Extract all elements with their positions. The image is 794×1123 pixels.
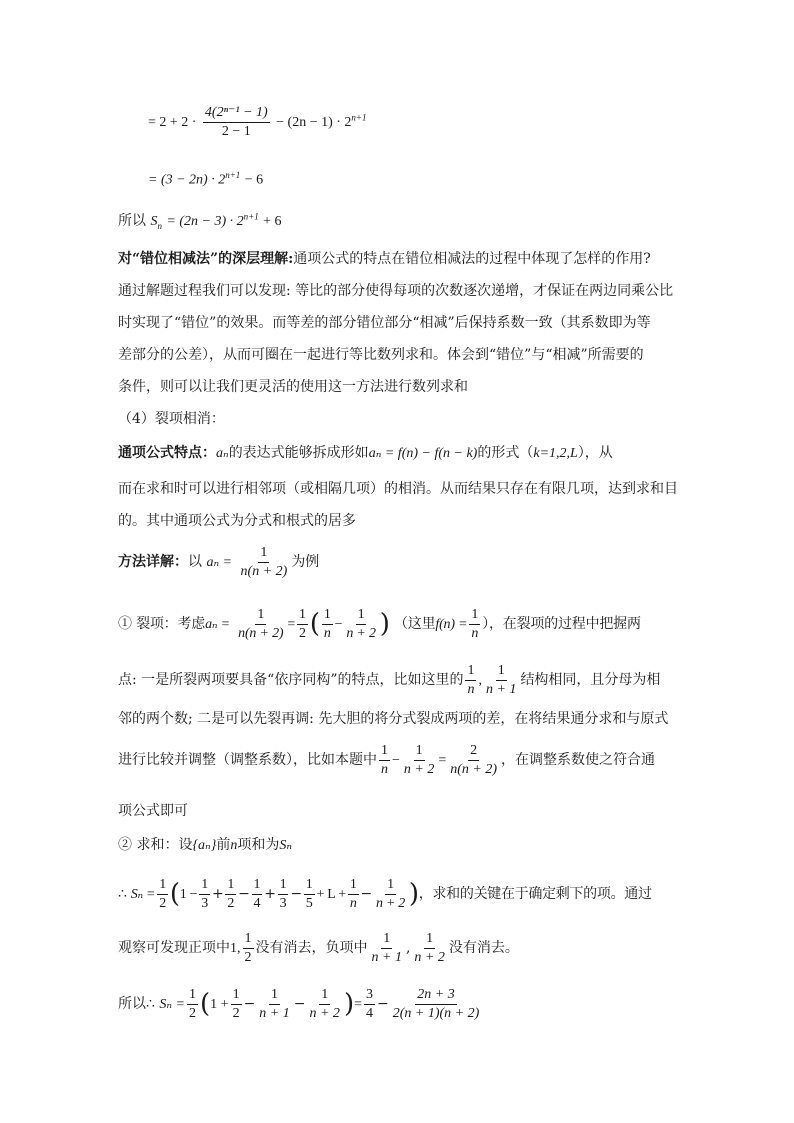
- s2-f9n: 1: [381, 930, 392, 949]
- s2-half-d: 2: [159, 895, 166, 911]
- para1-line-5: 条件，则可以让我们更灵活的使用这一方法进行数列求和: [118, 379, 468, 395]
- para1-heading: 对“错位相减法”的深层理解:: [118, 251, 294, 267]
- method-text-2: 为例: [291, 554, 320, 570]
- s2-f7: [374, 876, 407, 912]
- step1-text-1: 裂项：考虑: [136, 616, 206, 632]
- feature-formula: aₙ = f(n) − f(n − k): [368, 446, 478, 461]
- final-ed: 2(n + 1)(n + 2): [392, 1005, 480, 1021]
- eq3-prefix: 所以: [118, 213, 146, 229]
- final-fb: [257, 986, 291, 1022]
- step1-minus: −: [334, 617, 343, 632]
- step1-line-1: ① 裂项：考虑aₙ = $\frac{1}{n(n + 2)}$ = $\frac{1}{2}$ ( $\frac{1}{n}$ − $\frac{1}{n + 2}$ ) （这里f(n) = $\frac{1}{n}$ ），在裂项的过程中把握两: [118, 607, 641, 641]
- s2-f9d: n + 1: [371, 949, 402, 965]
- feature-an: aₙ: [216, 446, 229, 461]
- s2-f10n: 1: [424, 930, 435, 949]
- step2-marker: ②: [118, 837, 132, 853]
- s1-n10: 2: [468, 742, 479, 761]
- s2-f7n: 1: [385, 876, 396, 895]
- final-an: 1: [231, 986, 242, 1005]
- s2-start: 1 −: [179, 887, 198, 902]
- s2-f1n: 1: [199, 876, 210, 895]
- s2-f10: [412, 930, 446, 966]
- step2-text-4: ，求和的关键在于确定剩下的项。通过: [418, 886, 652, 902]
- s2-f4n: 1: [278, 876, 289, 895]
- equation-line-3: [118, 210, 676, 231]
- s2-f5d: 5: [305, 895, 313, 911]
- step2-text-l3c: 没有消去。: [448, 940, 519, 956]
- s2-f3: [252, 876, 263, 912]
- step2-text-2: 前: [216, 837, 231, 853]
- eq1-fraction: [203, 104, 270, 140]
- final-hd: 2: [189, 1005, 196, 1021]
- step1-frac-8: [379, 742, 390, 778]
- step2-text-3: 项和为: [237, 837, 280, 853]
- final-fa: [231, 986, 242, 1022]
- step1-lhs: aₙ =: [205, 617, 230, 632]
- s1-n4: 1: [356, 606, 367, 625]
- final-dd: 4: [366, 1005, 373, 1021]
- eq3-rest: = (2n − 3) · 2: [166, 214, 244, 229]
- step1-text-l2b: 结构相同，且分母为相: [520, 672, 661, 688]
- s1-n6: 1: [465, 662, 476, 681]
- feature-line-1: [118, 442, 676, 462]
- s2-pos: 1,: [230, 941, 241, 956]
- s2-f6: [348, 876, 359, 912]
- step1-text-3: ），在裂项的过程中把握两: [482, 616, 641, 632]
- step1-text-l4b: ，在调整系数使之符合通: [501, 752, 656, 768]
- method-text-1: 以: [188, 554, 202, 570]
- step2-line-3: 观察可发现正项中1, $\frac{1}{2}$ 没有消去，负项中 $\frac{1}{n + 1}$ , $\frac{1}{n + 2}$ 没有消去。: [118, 931, 519, 965]
- s1-d2: 2: [299, 625, 306, 641]
- s2-half: [157, 876, 168, 912]
- final-fe: [391, 986, 482, 1022]
- s1-d10: n(n + 2): [450, 761, 498, 777]
- s1-d1: n(n + 2): [238, 625, 284, 641]
- final-bn: 1: [269, 986, 280, 1005]
- step1-frac-10: [448, 742, 499, 778]
- feature-k: k=1,2,L: [533, 446, 578, 461]
- step2-therefore: ∴: [118, 887, 127, 902]
- final-one: 1 +: [210, 997, 229, 1012]
- method-heading: 方法详解：: [118, 554, 188, 570]
- s2-f6n: 1: [348, 876, 359, 895]
- step1-frac-7: [484, 662, 518, 698]
- s2-f7d: n + 2: [375, 895, 405, 911]
- method-num: 1: [258, 544, 269, 563]
- s2-f9: [370, 930, 404, 966]
- eq2-part-a: = (3 − 2n) · 2: [148, 172, 226, 188]
- final-fd: [364, 986, 375, 1022]
- s2-f10d: n + 2: [414, 949, 445, 965]
- step1-frac-9: [402, 742, 436, 778]
- feature-heading: 通项公式特点：: [118, 445, 216, 461]
- s1-n2: 1: [297, 606, 308, 625]
- step2-text-1: 求和：设: [136, 837, 193, 853]
- eq1-denominator: 2 − 1: [221, 123, 251, 139]
- final-bd: n + 1: [259, 1005, 290, 1021]
- s2-f8: [243, 930, 254, 966]
- feature-text-2: 的形式（: [477, 445, 534, 461]
- s2-f2n: 1: [225, 876, 236, 895]
- final-half: [187, 986, 198, 1022]
- s1-d5: n: [471, 625, 479, 641]
- step1-line-2: [118, 662, 676, 698]
- step2-n: n: [230, 838, 238, 853]
- para1-text-1: 通项公式的特点在错位相减法的过程中体现了怎样的作用?: [293, 251, 651, 267]
- eq1-numerator: 4(2ⁿ⁻¹ − 1): [203, 104, 270, 123]
- step1-line-3: 邻的两个数; 二是可以先裂再调: 先大胆的将分式裂成两项的差，在将结果通分求和与原式: [118, 711, 669, 727]
- method-line: [118, 544, 676, 580]
- step1-frac-6: [465, 662, 476, 698]
- step1-text-l4a: 进行比较并调整（调整系数），比如本题中: [118, 752, 377, 768]
- final-lhs: Sₙ =: [159, 997, 185, 1012]
- final-dn: 3: [364, 986, 375, 1005]
- final-prefix: 所以: [118, 996, 146, 1012]
- step1-text-l2a: 点: 一是所裂两项要具备“依序同构”的特点，比如这里的: [118, 672, 464, 688]
- step2-line-2: ∴ Sₙ = $\frac{1}{2}$ (1 − $\frac{1}{3}$ + $\frac{1}{2}$ − $\frac{1}{4}$ + $\frac{1}{3}$ − $\frac{1}{5}$ + L + $\frac{1}{n}$ − $\frac{1}{n + 2}$ )，求和的关键在于确定剩下的项。通过: [118, 877, 652, 911]
- s1-d7: n + 1: [485, 681, 517, 697]
- step1-frac-5: [469, 606, 480, 642]
- step1-marker: ①: [118, 616, 132, 632]
- step1-frac-2: [297, 606, 308, 642]
- s1-n1: 1: [255, 606, 266, 625]
- para1-line-1: [118, 248, 676, 268]
- eq3-exponent: n+1: [243, 211, 259, 222]
- s2-f5: [304, 876, 315, 912]
- s2-half-n: 1: [157, 876, 168, 895]
- eq3-symbol: S: [150, 214, 158, 229]
- eq1-part-a: = 2 + 2 ·: [148, 115, 197, 130]
- s1-d3: n: [323, 625, 331, 641]
- eq2-part-b: − 6: [244, 172, 264, 188]
- s2-dots: + L +: [316, 887, 346, 902]
- step1-frac-4: [344, 606, 377, 642]
- step2-text-l3a: 观察可发现正项中: [118, 940, 230, 956]
- step1-line-5: 项公式即可: [118, 803, 188, 819]
- s1-n5: 1: [469, 606, 480, 625]
- step2-s: Sₙ: [279, 838, 293, 853]
- s2-f2d: 2: [227, 895, 235, 911]
- para1-line-4: 差部分的公差），从而可圈在一起进行等比数列求和。体会到“错位”与“相减”所需要的: [118, 347, 644, 363]
- method-fraction: [239, 544, 290, 580]
- final-fc: [307, 986, 341, 1022]
- equation-line-2: [148, 170, 676, 189]
- s2-f6d: n: [349, 895, 357, 911]
- step1-line-4: 进行比较并调整（调整系数），比如本题中 $\frac{1}{n}$ − $\frac{1}{n + 2}$ = $\frac{2}{n(n + 2)}$ ，在调整系数使之符合通: [118, 743, 656, 777]
- s2-f4: [278, 876, 289, 912]
- eq2-exponent: n+1: [225, 170, 241, 180]
- step2-text-l3b: 没有消去，负项中: [255, 940, 368, 956]
- s2-f1d: 3: [201, 895, 208, 911]
- step1-text-2: （这里: [394, 616, 436, 632]
- step1-eq: =: [287, 617, 296, 632]
- s2-f3n: 1: [252, 876, 263, 895]
- s2-f4d: 3: [279, 895, 287, 911]
- final-eq: =: [354, 997, 362, 1012]
- s1-n3: 1: [322, 606, 333, 625]
- para1-line-3: 时实现了“错位”的效果。而等差的部分错位部分“相减”后保持系数一致（其系数即为等: [118, 315, 651, 331]
- s1-n7: 1: [496, 662, 507, 681]
- step1-comma: ,: [478, 673, 482, 688]
- final-therefore: ∴: [146, 997, 155, 1012]
- feature-text-1: 的表达式能够拆成形如: [228, 445, 369, 461]
- s1-n9: 1: [414, 742, 425, 761]
- eq3-tail: + 6: [263, 214, 282, 229]
- feature-line-3: 的。其中通项公式为分式和根式的居多: [118, 513, 356, 529]
- step1-fn: f(n) =: [435, 617, 468, 632]
- s1-d9: n + 2: [403, 761, 435, 777]
- s2-f8d: 2: [244, 949, 252, 965]
- s2-f8n: 1: [243, 930, 254, 949]
- section-heading-4: （4）裂项相消：: [118, 411, 225, 427]
- step1-frac-1: [236, 606, 285, 642]
- step2-set: {aₙ}: [192, 838, 217, 853]
- s1-n8: 1: [379, 742, 390, 761]
- final-ad: 2: [232, 1005, 240, 1021]
- s1-d6: n: [467, 681, 475, 697]
- final-cn: 1: [319, 986, 330, 1005]
- step2-lhs: Sₙ =: [130, 887, 156, 902]
- method-lhs: aₙ =: [206, 555, 233, 570]
- final-cd: n + 2: [309, 1005, 340, 1021]
- s1-d4: n + 2: [346, 625, 376, 641]
- s2-f2: [225, 876, 236, 912]
- s2-f1: [199, 876, 210, 912]
- s2-f3d: 4: [253, 895, 261, 911]
- feature-text-3: ），从: [577, 445, 613, 461]
- eq3-subscript: n: [157, 220, 162, 231]
- eq1-exponent: n+1: [351, 112, 367, 123]
- final-hn: 1: [187, 986, 198, 1005]
- para1-line-2: 通过解题过程我们可以发现: 等比的部分使得每项的次数逐次递增，才保证在两边同乘公比: [118, 283, 674, 299]
- method-den: n(n + 2): [240, 563, 288, 579]
- equation-line-1: [148, 104, 676, 140]
- eq1-part-b: − (2n − 1) · 2: [276, 115, 352, 130]
- feature-line-2: 而在求和时可以进行相邻项（或相隔几项）的相消。从而结果只存在有限几项，达到求和目: [118, 481, 678, 497]
- final-line: 所以∴ Sₙ = $\frac{1}{2}$ (1 + $\frac{1}{2}$ − $\frac{1}{n + 1}$ − $\frac{1}{n + 2}$ )= $\frac{3}{4}$ − $\frac{2n + 3}{2(n + 1)(n + 2)}$: [118, 987, 480, 1021]
- s1-d8: n: [381, 761, 388, 777]
- final-en: 2n + 3: [415, 986, 456, 1005]
- step2-line-1: [118, 834, 676, 854]
- s2-f5n: 1: [304, 876, 315, 895]
- step1-frac-3: [322, 606, 333, 642]
